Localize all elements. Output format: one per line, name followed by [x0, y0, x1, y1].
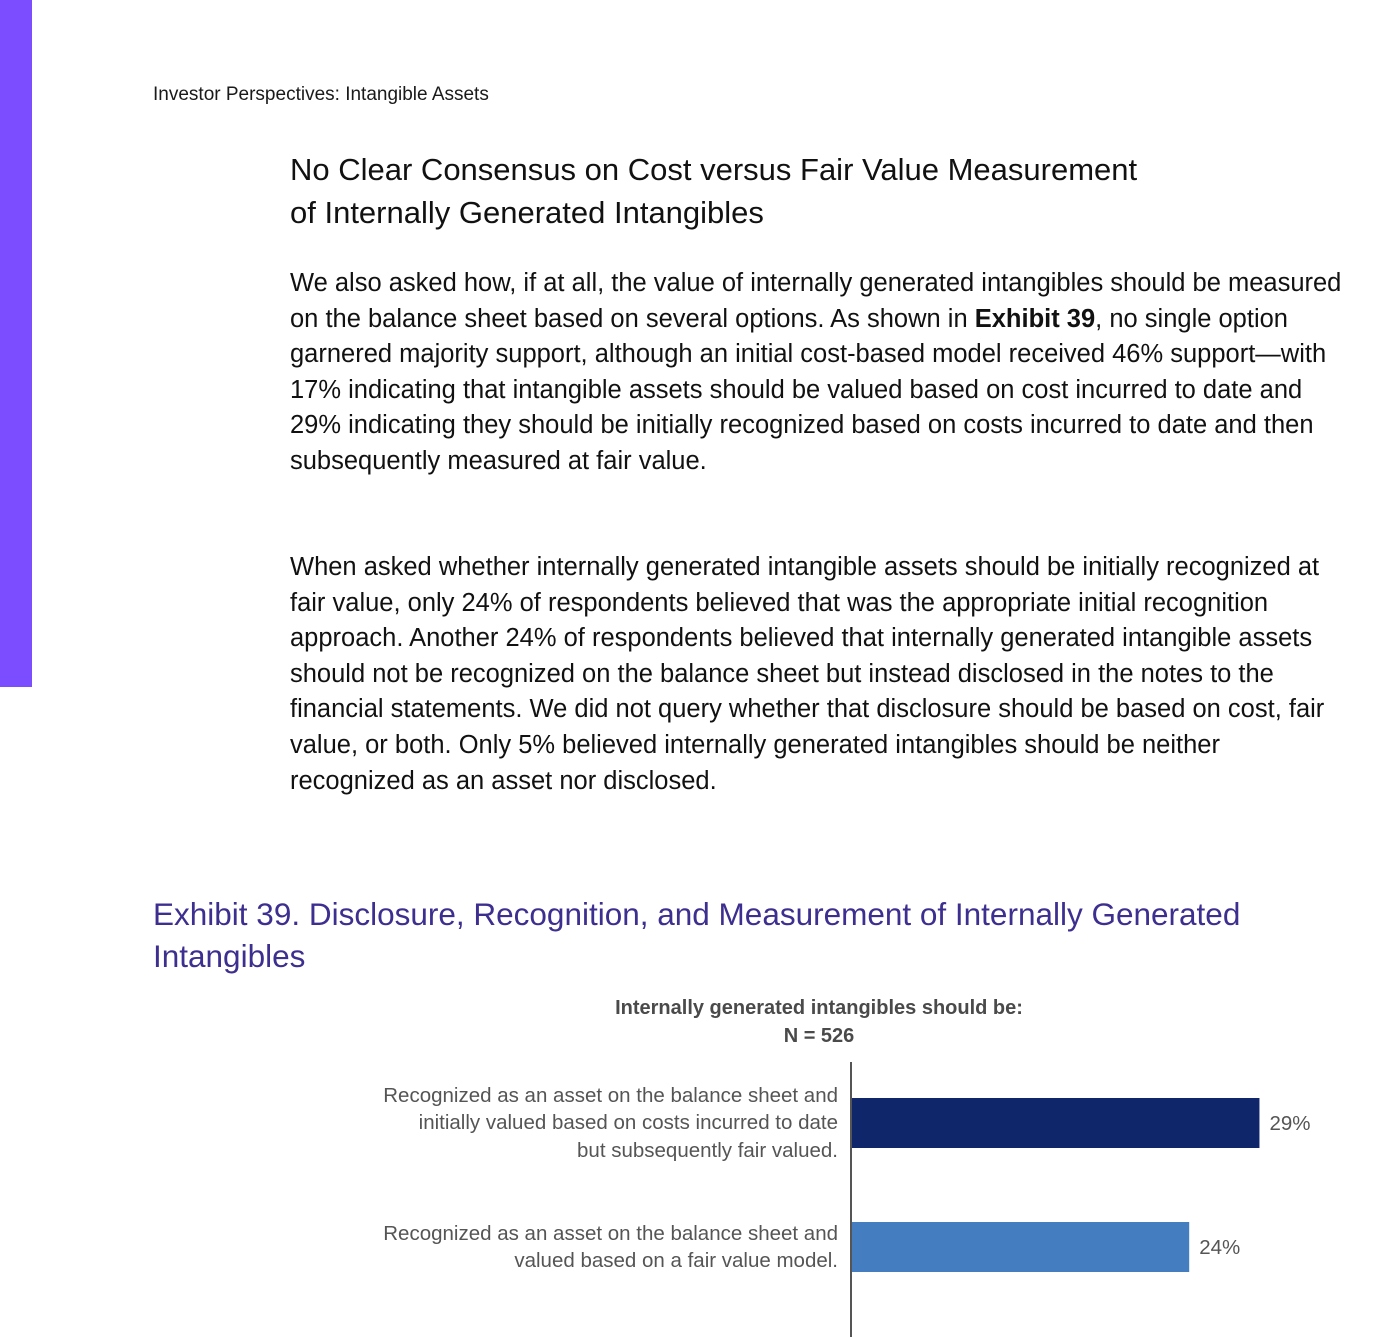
- chart-title: Internally generated intangibles should be:: [615, 997, 1023, 1019]
- body-paragraph-2: When asked whether internally generated intangible assets should be initially recognized at fair value, only 24% of respondents believed that was the appropriate initial recognition approach. Another 24% of respondents believed that internally generated intangible assets should not be recognized on the balance sheet but instead disclosed in the notes to the financial statements. We did not query whether that disclosure should be based on cost, fair value, or both. Only 5% believed internally generated intangibles should be neither recognized as an asset nor disclosed.: [290, 553, 1325, 795]
- paragraph-1-text-start: We also asked how, if at all, the value of internally generated intangibles should be measured on the balance sheet based on several options. As shown in: [290, 269, 1342, 333]
- category-label-1-line-2: initially valued based on costs incurred to date: [418, 1111, 838, 1135]
- bar-1: [852, 1098, 1259, 1148]
- bar-value-label-2: 24%: [1199, 1236, 1241, 1259]
- section-title-line-1: No Clear Consensus on Cost versus Fair Value Measurement: [290, 152, 1138, 187]
- running-header: Investor Perspectives: Intangible Assets: [153, 84, 489, 105]
- exhibit-title-line-1: Exhibit 39. Disclosure, Recognition, and Measurement of Internally Generated: [153, 896, 1241, 932]
- chart-sample-size: N = 526: [783, 1025, 855, 1047]
- bar-value-label-1: 29%: [1269, 1112, 1311, 1135]
- category-label-2-line-2: valued based on a fair value model.: [514, 1249, 838, 1272]
- paragraph-1-text-end: , no single option garnered majority support, although an initial cost-based model received 46% support—with 17% indicating that intangible assets should be valued based on cost incurred to date and 29% indicating they should be initially recognized based on costs incurred to date and then subsequently measured at fair value.: [290, 304, 1327, 475]
- section-title-line-2: of Internally Generated Intangibles: [290, 195, 764, 230]
- category-label-2-line-1: Recognized as an asset on the balance sheet and: [383, 1221, 838, 1245]
- category-label-1-line-3: but subsequently fair valued.: [577, 1138, 838, 1162]
- exhibit-reference: Exhibit 39: [974, 304, 1096, 333]
- exhibit-title-line-2: Intangibles: [153, 938, 306, 974]
- category-label-1-line-1: Recognized as an asset on the balance sheet and: [383, 1083, 838, 1107]
- bar-2: [852, 1222, 1189, 1272]
